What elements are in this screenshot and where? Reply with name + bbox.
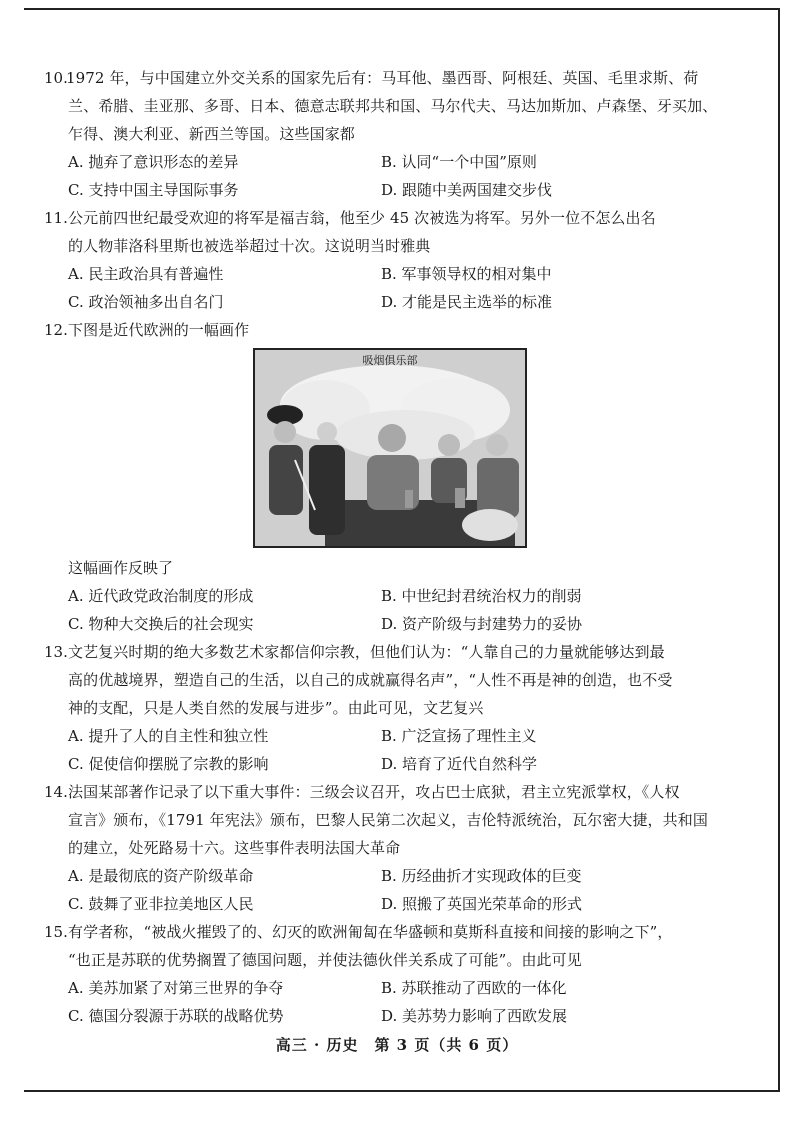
option-a[interactable]: A. 提升了人的自主性和独立性 [68, 727, 269, 745]
options [0, 582, 794, 638]
question-14 [0, 778, 794, 918]
question-number: 14. [44, 783, 68, 801]
question-text: 下图是近代欧洲的一幅画作 [68, 321, 250, 339]
painting-image [253, 348, 527, 548]
question-10 [0, 64, 794, 204]
option-d[interactable]: D. 照搬了英国光荣革命的形式 [381, 895, 583, 913]
question-text: 的建立，处死路易十六。这些事件表明法国大革命 [68, 839, 401, 857]
question-number: 15. [44, 923, 68, 941]
question-number: 12. [44, 321, 68, 339]
options [0, 722, 794, 778]
option-a[interactable]: A. 民主政治具有普遍性 [68, 265, 224, 283]
option-c[interactable]: C. 促使信仰摆脱了宗教的影响 [68, 755, 269, 773]
options [0, 862, 794, 918]
options [0, 148, 794, 204]
question-text: 文艺复兴时期的绝大多数艺术家都信仰宗教，但他们认为：“人靠自己的力量就能够达到最 [68, 643, 665, 661]
question-text: 宣言》颁布，《1791 年宪法》颁布，巴黎人民第二次起义，吉伦特派统治，瓦尔密大捷，共和国 [68, 811, 708, 829]
question-text: 神的支配，只是人类自然的发展与进步”。由此可见，文艺复兴 [68, 699, 484, 717]
page-border-bottom [24, 1090, 780, 1092]
option-c[interactable]: C. 支持中国主导国际事务 [68, 181, 239, 199]
question-number: 11. [44, 209, 68, 227]
option-b[interactable]: B. 广泛宣扬了理性主义 [381, 727, 537, 745]
figure-caption: 吸烟俱乐部 [362, 354, 418, 367]
options [0, 260, 794, 316]
question-text: 公元前四世纪最受欢迎的将军是福吉翁，他至少 45 次被选为将军。另外一位不怎么出名 [68, 209, 656, 227]
option-b[interactable]: B. 苏联推动了西欧的一体化 [381, 979, 567, 997]
option-b[interactable]: B. 军事领导权的相对集中 [381, 265, 552, 283]
question-text: “也正是苏联的优势搁置了德国问题，并使法德伙伴关系成了可能”。由此可见 [68, 951, 582, 969]
option-c[interactable]: C. 德国分裂源于苏联的战略优势 [68, 1007, 284, 1025]
question-text: 高的优越境界，塑造自己的生活，以自己的成就赢得名声”，“人性不再是神的创造，也不受 [68, 671, 673, 689]
option-d[interactable]: D. 资产阶级与封建势力的妥协 [381, 615, 583, 633]
question-number: 13. [44, 643, 68, 661]
painting-illustration [255, 350, 525, 546]
option-a[interactable]: A. 抛弃了意识形态的差异 [68, 153, 239, 171]
question-15 [0, 918, 794, 1030]
question-text: 这幅画作反映了 [68, 559, 174, 577]
question-text: 1972 年，与中国建立外交关系的国家先后有：马耳他、墨西哥、阿根廷、英国、毛里求斯、荷 [66, 69, 699, 87]
question-text: 乍得、澳大利亚、新西兰等国。这些国家都 [68, 125, 355, 143]
figure-container [0, 344, 794, 554]
option-d[interactable]: D. 美苏势力影响了西欧发展 [381, 1007, 568, 1025]
page-border-top [24, 8, 780, 10]
question-11 [0, 204, 794, 316]
question-13 [0, 638, 794, 778]
option-a[interactable]: A. 近代政党政治制度的形成 [68, 587, 254, 605]
option-d[interactable]: D. 跟随中美两国建交步伐 [381, 181, 553, 199]
question-12 [0, 316, 794, 638]
question-text: 有学者称，“被战火摧毁了的、幻灭的欧洲匍匐在华盛顿和莫斯科直接和间接的影响之下”， [68, 923, 673, 941]
option-c[interactable]: C. 鼓舞了亚非拉美地区人民 [68, 895, 254, 913]
question-text: 法国某部著作记录了以下重大事件：三级会议召开，攻占巴士底狱，君主立宪派掌权，《人权 [68, 783, 680, 801]
option-c[interactable]: C. 物种大交换后的社会现实 [68, 615, 254, 633]
option-b[interactable]: B. 中世纪封君统治权力的削弱 [381, 587, 582, 605]
option-d[interactable]: D. 培育了近代自然科学 [381, 755, 538, 773]
option-a[interactable]: A. 美苏加紧了对第三世界的争夺 [68, 979, 284, 997]
question-text: 的人物菲洛科里斯也被选举超过十次。这说明当时雅典 [68, 237, 431, 255]
option-b[interactable]: B. 历经曲折才实现政体的巨变 [381, 867, 582, 885]
question-number: 10. [44, 69, 68, 87]
option-b[interactable]: B. 认同“一个中国”原则 [381, 153, 537, 171]
options [0, 974, 794, 1030]
option-d[interactable]: D. 才能是民主选举的标准 [381, 293, 553, 311]
option-a[interactable]: A. 是最彻底的资产阶级革命 [68, 867, 254, 885]
exam-content [0, 64, 794, 1030]
option-c[interactable]: C. 政治领袖多出自名门 [68, 293, 224, 311]
page-footer: 高三 · 历史 第 3 页（共 6 页） [275, 1036, 519, 1054]
question-text: 兰、希腊、圭亚那、多哥、日本、德意志联邦共和国、马尔代夫、马达加斯加、卢森堡、牙买加、 [68, 97, 718, 115]
